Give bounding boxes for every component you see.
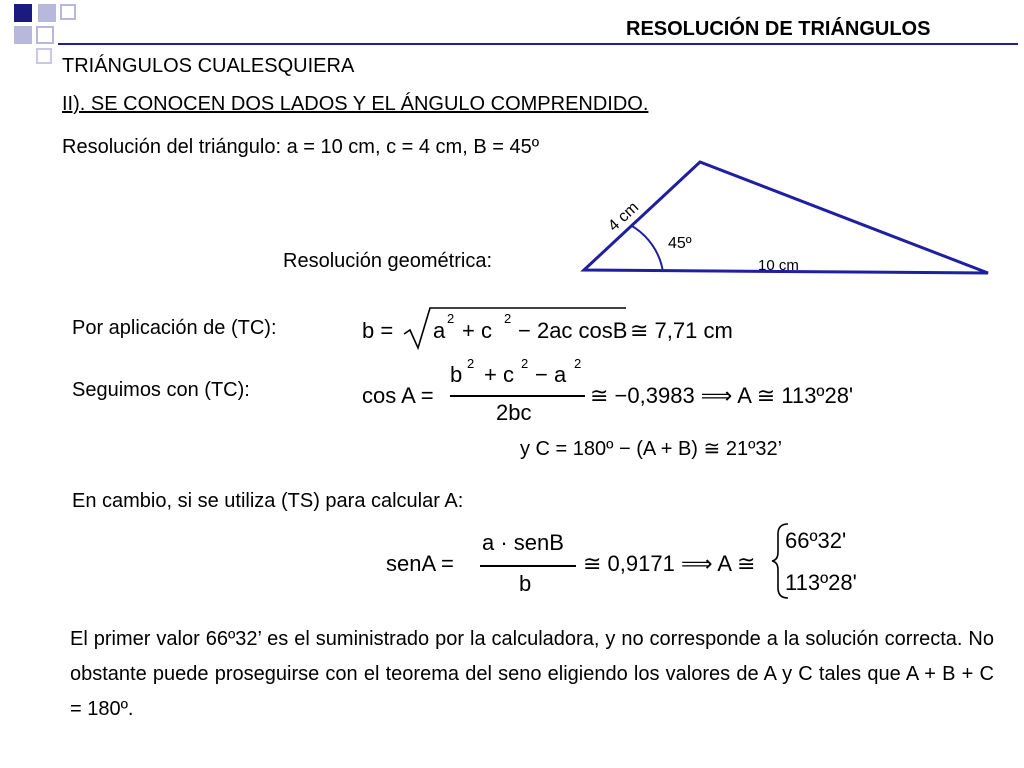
ts-fraction-bar <box>480 565 576 567</box>
square-light-2 <box>60 4 76 20</box>
tc2-exp-2: 2 <box>521 356 529 371</box>
tc1-exp-1: 2 <box>447 311 455 326</box>
square-light-3 <box>14 26 32 44</box>
slide-title: RESOLUCIÓN DE TRIÁNGULOS <box>626 18 931 40</box>
tc2-num-b: b <box>450 362 463 387</box>
section-subtitle: TRIÁNGULOS CUALESQUIERA <box>62 55 355 77</box>
tc2-label: Seguimos con (TC): <box>72 379 250 401</box>
tc2-exp-1: 2 <box>467 356 475 371</box>
angle-b-label: 45º <box>668 235 692 252</box>
square-light-1 <box>38 4 56 22</box>
c-angle-line: y C = 180º − (A + B) ≅ 21º32’ <box>520 438 783 460</box>
tc2-lhs: cos A = <box>362 383 434 408</box>
tc1-exp-2: 2 <box>504 311 512 326</box>
side-a-label: 10 cm <box>758 257 799 274</box>
conclusion-paragraph: El primer valor 66º32’ es el suministrado por la calculadora, y no corresponde a la solución correcta. No obstante puede proseguirse con el teorema del seno eligiendo los valores de A y C tales que A + B + C = 180º. <box>70 628 994 720</box>
ts-lhs: senA = <box>386 551 454 576</box>
tc2-denominator: 2bc <box>496 400 532 425</box>
ts-option-2: 113º28' <box>785 570 857 595</box>
ts-label: En cambio, si se utiliza (TS) para calcular A: <box>72 490 464 512</box>
ts-option-1: 66º32' <box>785 528 847 553</box>
tc1-lhs: b = <box>362 318 394 343</box>
tc1-radicand-plus-c: + c <box>462 318 492 343</box>
tc2-fraction-bar <box>450 395 585 397</box>
tc1-label: Por aplicación de (TC): <box>72 317 277 339</box>
square-light-4 <box>36 48 52 64</box>
problem-statement: Resolución del triángulo: a = 10 cm, c = 4 cm, B = 45º <box>62 136 540 158</box>
ts-numerator: a · senB <box>482 530 564 555</box>
square-outline-1 <box>36 26 54 44</box>
title-underline <box>58 43 1018 45</box>
angle-arc <box>632 226 663 272</box>
tc2-result: ≅ −0,3983 ⟹ A ≅ 113º28' <box>590 383 854 408</box>
tc1-result: ≅ 7,71 cm <box>630 318 733 343</box>
tc1-radicand-a: a <box>433 318 446 343</box>
tc2-num-c: + c <box>484 362 514 387</box>
side-c-label: 4 cm <box>605 198 643 235</box>
tc2-num-a: − a <box>535 362 567 387</box>
ts-denominator: b <box>519 571 532 596</box>
tc1-radicand-rest: − 2ac cosB <box>518 318 628 343</box>
tc2-exp-3: 2 <box>574 356 582 371</box>
square-dark-1 <box>14 4 32 22</box>
geometric-resolution-label: Resolución geométrica: <box>283 250 492 272</box>
case-heading: II). SE CONOCEN DOS LADOS Y EL ÁNGULO COMPRENDIDO. <box>62 93 649 115</box>
ts-result: ≅ 0,9171 ⟹ A ≅ <box>583 551 756 576</box>
triangle-diagram <box>570 150 1000 280</box>
